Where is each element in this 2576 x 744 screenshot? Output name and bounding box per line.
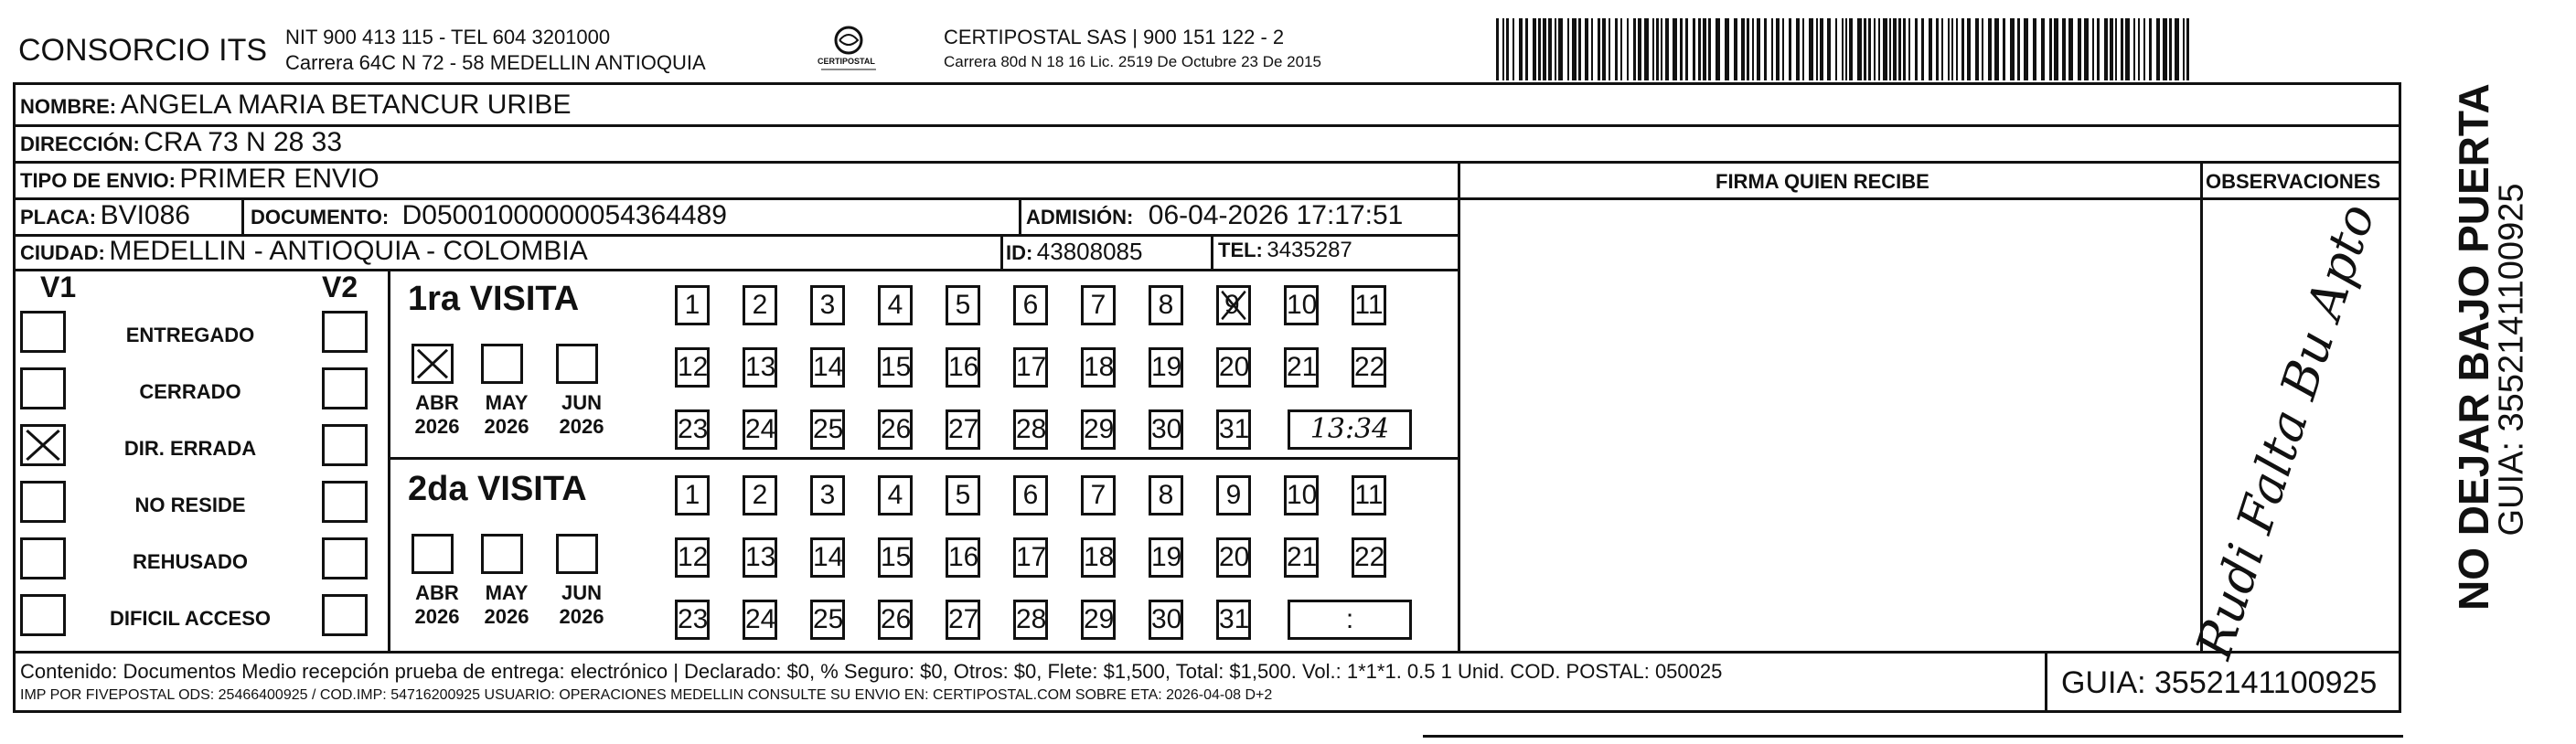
day-box[interactable]: 11	[1352, 475, 1386, 515]
id-value: 43808085	[1036, 238, 1143, 265]
barcode-bar	[2017, 18, 2020, 80]
barcode-bar	[2121, 18, 2123, 80]
barcode-bar	[1725, 18, 1729, 80]
v1-checkbox[interactable]	[20, 537, 66, 579]
no-dejar-bajo-puerta: NO DEJAR BAJO PUERTA	[2450, 83, 2497, 611]
direccion-field	[20, 127, 342, 158]
day-box[interactable]: 18	[1081, 537, 1116, 578]
day-box[interactable]: 9	[1216, 475, 1251, 515]
admision-label: ADMISIÓN:	[1026, 206, 1134, 229]
barcode-bar	[2183, 18, 2185, 80]
barcode-bar	[1548, 18, 1552, 80]
barcode-bar	[1921, 18, 1924, 80]
divider	[1458, 197, 2401, 200]
barcode-bar	[1961, 18, 1964, 80]
tipo-envio-value: PRIMER ENVIO	[179, 164, 379, 194]
day-box[interactable]: 28	[1013, 600, 1048, 640]
barcode-bar	[1555, 18, 1556, 80]
cut-line	[1423, 735, 2403, 738]
day-box[interactable]: 21	[1284, 347, 1319, 388]
day-box[interactable]: 16	[946, 537, 980, 578]
barcode-bar	[1908, 18, 1910, 80]
observaciones-note: Rudi Falta Bu Apto	[2185, 197, 2387, 665]
day-box[interactable]: 26	[878, 600, 913, 640]
day-box[interactable]: 10	[1284, 475, 1319, 515]
month-checkbox[interactable]	[412, 344, 454, 384]
status-label: NO RESIDE	[134, 494, 246, 516]
documento-value: D05001000000054364489	[401, 200, 727, 230]
v1-checkbox[interactable]	[20, 367, 66, 409]
day-number: 9	[1224, 290, 1240, 320]
day-box[interactable]: 8	[1149, 285, 1183, 325]
barcode-bar	[2049, 18, 2052, 80]
barcode-bar	[2097, 18, 2100, 80]
barcode-bar	[1567, 18, 1569, 80]
carrier-address: Carrera 80d N 18 16 Lic. 2519 De Octubre 23 De 2015	[944, 53, 1321, 70]
status-label: DIFICIL ACCESO	[109, 607, 271, 630]
day-box[interactable]: 2	[743, 285, 777, 325]
day-box[interactable]: 24	[743, 600, 777, 640]
v2-checkbox[interactable]	[322, 424, 368, 466]
direccion-value: CRA 73 N 28 33	[144, 127, 343, 157]
barcode-bar	[1771, 18, 1773, 80]
day-box[interactable]: 30	[1149, 409, 1183, 450]
divider	[241, 197, 244, 234]
year-label: 2026	[414, 415, 460, 438]
day-box[interactable]: 1	[675, 475, 710, 515]
barcode-bar	[1685, 18, 1688, 80]
day-box[interactable]: 18	[1081, 347, 1116, 388]
barcode-bar	[1752, 18, 1754, 80]
day-box[interactable]: 12	[675, 537, 710, 578]
tel-field	[1218, 238, 1352, 263]
barcode-bar	[1558, 18, 1563, 80]
barcode-bar	[1543, 18, 1546, 80]
divider	[1000, 234, 1003, 269]
month-checkbox[interactable]	[412, 534, 454, 574]
barcode-bar	[1703, 18, 1706, 80]
barcode-bar	[1615, 18, 1618, 80]
barcode-bar	[2110, 18, 2113, 80]
ciudad-value: MEDELLIN - ANTIOQUIA - COLOMBIA	[109, 236, 588, 266]
barcode-bar	[1652, 18, 1654, 80]
barcode-bar	[1661, 18, 1662, 80]
divider	[2045, 651, 2047, 713]
barcode-bar	[1502, 18, 1504, 80]
v2-checkbox[interactable]	[322, 481, 368, 523]
v2-label: V2	[322, 271, 358, 303]
nombre-value: ANGELA MARIA BETANCUR URIBE	[120, 90, 572, 120]
day-box[interactable]: 25	[810, 409, 845, 450]
day-box[interactable]: 13	[743, 537, 777, 578]
barcode-bar	[1747, 18, 1749, 80]
barcode-icon	[1496, 18, 2191, 80]
divider	[388, 269, 390, 651]
certipostal-logo	[812, 22, 885, 77]
divider	[1458, 161, 1460, 651]
day-box[interactable]: 29	[1081, 409, 1116, 450]
id-field	[1006, 238, 1142, 266]
day-box[interactable]: 7	[1081, 285, 1116, 325]
day-box[interactable]: 17	[1013, 537, 1048, 578]
month-label: JUN	[561, 581, 602, 604]
day-box[interactable]: 3	[810, 475, 845, 515]
footer-imp: IMP POR FIVEPOSTAL ODS: 25466400925 / COD.IMP: 54716200925 USUARIO: OPERACIONES MEDELLIN CONSULTE SU ENVIO EN: CERTIPOSTAL.COM SOBRE ETA: 2026-04-08 D+2	[20, 687, 1273, 703]
barcode-bar	[2033, 18, 2036, 80]
day-box[interactable]: 6	[1013, 285, 1048, 325]
barcode-bar	[2156, 18, 2160, 80]
logo-text: CERTIPOSTAL	[818, 57, 875, 66]
v2-checkbox[interactable]	[322, 594, 368, 636]
barcode-bar	[1816, 18, 1818, 80]
v2-checkbox[interactable]	[322, 311, 368, 353]
barcode-bar	[1538, 18, 1541, 80]
barcode-bar	[1936, 18, 1939, 80]
barcode-bar	[2138, 18, 2140, 80]
barcode-bar	[1680, 18, 1683, 80]
divider	[13, 651, 2401, 654]
day-box[interactable]: 4	[878, 285, 913, 325]
direccion-label: DIRECCIÓN:	[20, 133, 140, 155]
barcode-bar	[1883, 18, 1887, 80]
v2-checkbox[interactable]	[322, 367, 368, 409]
barcode-bar	[1665, 18, 1669, 80]
barcode-bar	[1915, 18, 1918, 80]
barcode-bar	[1602, 18, 1606, 80]
barcode-bar	[1734, 18, 1737, 80]
barcode-bar	[1941, 18, 1943, 80]
company-address: Carrera 64C N 72 - 58 MEDELLIN ANTIOQUIA	[285, 51, 706, 74]
barcode-bar	[2169, 18, 2172, 80]
day-box[interactable]: 31	[1216, 600, 1251, 640]
day-box[interactable]: 19	[1149, 347, 1183, 388]
barcode-bar	[1525, 18, 1528, 80]
barcode-bar	[1627, 18, 1629, 80]
year-label: 2026	[484, 415, 529, 438]
day-box[interactable]: 14	[810, 537, 845, 578]
barcode-bar	[1929, 18, 1932, 80]
barcode-bar	[2062, 18, 2066, 80]
v1-checkbox[interactable]	[20, 424, 66, 466]
barcode-bar	[1698, 18, 1701, 80]
v1-checkbox[interactable]	[20, 311, 66, 353]
day-box[interactable]: 1	[675, 285, 710, 325]
status-label: CERRADO	[139, 380, 241, 403]
barcode-bar	[2133, 18, 2135, 80]
day-box[interactable]: 19	[1149, 537, 1183, 578]
barcode-bar	[1656, 18, 1659, 80]
day-box[interactable]: 10	[1284, 285, 1319, 325]
barcode-bar	[1820, 18, 1823, 80]
barcode-bar	[2068, 18, 2073, 80]
nombre-label: NOMBRE:	[20, 95, 117, 118]
barcode-bar	[1591, 18, 1593, 80]
month-label: ABR	[415, 581, 459, 604]
day-box[interactable]: 8	[1149, 475, 1183, 515]
day-box[interactable]: 23	[675, 409, 710, 450]
barcode-bar	[2143, 18, 2145, 80]
barcode-bar	[1644, 18, 1649, 80]
year-label: 2026	[559, 415, 604, 438]
barcode-bar	[2092, 18, 2094, 80]
placa-value: BVI086	[100, 200, 190, 230]
day-box[interactable]: 6	[1013, 475, 1048, 515]
barcode-bar	[1889, 18, 1891, 80]
barcode-bar	[1967, 18, 1971, 80]
barcode-bar	[2078, 18, 2081, 80]
barcode-bar	[1802, 18, 1804, 80]
day-box[interactable]: 4	[878, 475, 913, 515]
visit2-title: 2da VISITA	[408, 470, 587, 508]
day-box[interactable]: 26	[878, 409, 913, 450]
footer-contenido: Contenido: Documentos Medio recepción prueba de entrega: electrónico | Declarado: $0, % Seguro: $0, Otros: $0, Flete: $1,500, Total: $1,500. Vol.: 1*1*1. 0.5 1 Unid. COD. POSTAL: 050025	[20, 660, 1723, 683]
time-box[interactable]: 13:34	[1288, 409, 1412, 450]
carrier-name: CERTIPOSTAL SAS | 900 151 122 - 2	[944, 26, 1285, 48]
day-box[interactable]: 13	[743, 347, 777, 388]
divider	[1211, 234, 1213, 269]
v1-label: V1	[40, 271, 77, 303]
documento-label: DOCUMENTO:	[251, 206, 390, 229]
day-box[interactable]: 27	[946, 600, 980, 640]
barcode-bar	[2003, 18, 2005, 80]
barcode-bar	[1857, 18, 1862, 80]
observaciones-label: OBSERVACIONES	[2206, 170, 2381, 193]
barcode-bar	[1796, 18, 1800, 80]
firma-label: FIRMA QUIEN RECIBE	[1716, 170, 1929, 193]
barcode-bar	[1512, 18, 1514, 80]
divider	[2200, 161, 2203, 651]
barcode-bar	[1782, 18, 1784, 80]
barcode-bar	[1741, 18, 1745, 80]
barcode-bar	[1585, 18, 1588, 80]
day-box[interactable]: 7	[1081, 475, 1116, 515]
day-box[interactable]: 29	[1081, 600, 1116, 640]
id-label: ID:	[1006, 241, 1033, 264]
barcode-bar	[1519, 18, 1523, 80]
status-label: REHUSADO	[133, 550, 248, 573]
barcode-bar	[1874, 18, 1876, 80]
tel-value: 3435287	[1267, 238, 1352, 262]
tel-label: TEL:	[1218, 239, 1263, 261]
barcode-bar	[1638, 18, 1641, 80]
day-box[interactable]: 20	[1216, 347, 1251, 388]
observaciones-handwriting	[2185, 197, 2387, 665]
month-label: MAY	[485, 391, 529, 414]
barcode-bar	[1598, 18, 1600, 80]
month-label: MAY	[485, 581, 529, 604]
barcode-bar	[1835, 18, 1837, 80]
barcode-bar	[1845, 18, 1847, 80]
placa-label: PLACA:	[20, 206, 97, 229]
day-box[interactable]: 20	[1216, 537, 1251, 578]
barcode-bar	[1994, 18, 1999, 80]
day-box[interactable]: 23	[675, 600, 710, 640]
day-box[interactable]: 17	[1013, 347, 1048, 388]
barcode-bar	[2041, 18, 2045, 80]
day-box[interactable]: 21	[1284, 537, 1319, 578]
year-label: 2026	[414, 605, 460, 628]
barcode-bar	[1951, 18, 1953, 80]
barcode-bar	[2115, 18, 2117, 80]
divider	[13, 269, 1458, 271]
barcode-bar	[1878, 18, 1880, 80]
status-label: ENTREGADO	[125, 324, 255, 346]
admision-field	[1026, 200, 1403, 231]
barcode-bar	[2186, 18, 2189, 80]
barcode-bar	[1809, 18, 1813, 80]
month-checkbox[interactable]	[556, 534, 598, 574]
day-box[interactable]: 30	[1149, 600, 1183, 640]
barcode-bar	[2125, 18, 2130, 80]
placa-field	[20, 200, 190, 231]
month-checkbox[interactable]	[481, 344, 523, 384]
tipo-envio-field	[20, 164, 379, 195]
barcode-bar	[1693, 18, 1695, 80]
barcode-bar	[1982, 18, 1983, 80]
barcode-bar	[2084, 18, 2089, 80]
barcode-bar	[1903, 18, 1906, 80]
barcode-bar	[1764, 18, 1767, 80]
barcode-bar	[2175, 18, 2179, 80]
barcode-bar	[1673, 18, 1677, 80]
barcode-bar	[2104, 18, 2108, 80]
month-checkbox[interactable]	[481, 534, 523, 574]
barcode-bar	[1506, 18, 1509, 80]
day-box[interactable]: 16	[946, 347, 980, 388]
v1-checkbox[interactable]	[20, 481, 66, 523]
day-box[interactable]: 31	[1216, 409, 1251, 450]
ciudad-field	[20, 236, 588, 267]
barcode-bar	[1975, 18, 1979, 80]
barcode-bar	[1827, 18, 1831, 80]
barcode-bar	[1578, 18, 1581, 80]
barcode-bar	[2024, 18, 2028, 80]
day-box[interactable]: 5	[946, 475, 980, 515]
barcode-bar	[1620, 18, 1622, 80]
company-nit: NIT 900 413 115 - TEL 604 3201000	[285, 26, 611, 48]
side-text	[2407, 83, 2571, 640]
company-name: CONSORCIO ITS	[18, 33, 268, 68]
v1-checkbox[interactable]	[20, 594, 66, 636]
month-label: ABR	[415, 391, 459, 414]
barcode-bar	[1533, 18, 1536, 80]
time-box[interactable]: :	[1288, 600, 1412, 640]
barcode-bar	[1757, 18, 1760, 80]
barcode-bar	[1776, 18, 1780, 80]
day-box[interactable]: 12	[675, 347, 710, 388]
barcode-bar	[1789, 18, 1791, 80]
day-box[interactable]: 28	[1013, 409, 1048, 450]
barcode-bar	[1868, 18, 1871, 80]
nombre-field	[20, 90, 571, 121]
day-box[interactable]: 15	[878, 347, 913, 388]
barcode-bar	[2054, 18, 2058, 80]
day-box[interactable]: 2	[743, 475, 777, 515]
barcode-bar	[1633, 18, 1636, 80]
day-box[interactable]: 22	[1352, 537, 1386, 578]
day-box[interactable]: 24	[743, 409, 777, 450]
year-label: 2026	[484, 605, 529, 628]
barcode-bar	[1864, 18, 1866, 80]
barcode-bar	[2163, 18, 2167, 80]
month-checkbox[interactable]	[556, 344, 598, 384]
day-box[interactable]: 3	[810, 285, 845, 325]
day-box[interactable]: 15	[878, 537, 913, 578]
divider	[388, 457, 1458, 460]
tipo-envio-label: TIPO DE ENVIO:	[20, 169, 176, 192]
status-label: DIR. ERRADA	[123, 437, 257, 460]
month-label: JUN	[561, 391, 602, 414]
side-guia: GUIA: 3552141100925	[2492, 183, 2531, 537]
barcode-bar	[1708, 18, 1711, 80]
day-box[interactable]: 27	[946, 409, 980, 450]
barcode-bar	[1716, 18, 1720, 80]
barcode-bar	[1956, 18, 1958, 80]
day-box[interactable]: 14	[810, 347, 845, 388]
barcode-bar	[1572, 18, 1577, 80]
documento-field	[251, 200, 727, 231]
barcode-bar	[1496, 18, 1499, 80]
barcode-bar	[1849, 18, 1853, 80]
barcode-bar	[1988, 18, 1992, 80]
divider	[1019, 197, 1021, 234]
v2-checkbox[interactable]	[322, 537, 368, 579]
day-box[interactable]: 5	[946, 285, 980, 325]
footer-guia: GUIA: 3552141100925	[2061, 665, 2378, 700]
barcode-bar	[1609, 18, 1610, 80]
day-box[interactable]: 22	[1352, 347, 1386, 388]
ciudad-label: CIUDAD:	[20, 241, 105, 264]
admision-value: 06-04-2026 17:17:51	[1148, 200, 1404, 230]
day-box[interactable]: 11	[1352, 285, 1386, 325]
barcode-bar	[1893, 18, 1897, 80]
day-box[interactable]	[1216, 285, 1251, 325]
day-box[interactable]: 25	[810, 600, 845, 640]
barcode-bar	[2010, 18, 2015, 80]
barcode-bar	[1842, 18, 1844, 80]
year-label: 2026	[559, 605, 604, 628]
barcode-bar	[1898, 18, 1901, 80]
barcode-bar	[1948, 18, 1950, 80]
visit1-title: 1ra VISITA	[408, 280, 580, 318]
barcode-bar	[2149, 18, 2152, 80]
divider	[13, 124, 2401, 127]
